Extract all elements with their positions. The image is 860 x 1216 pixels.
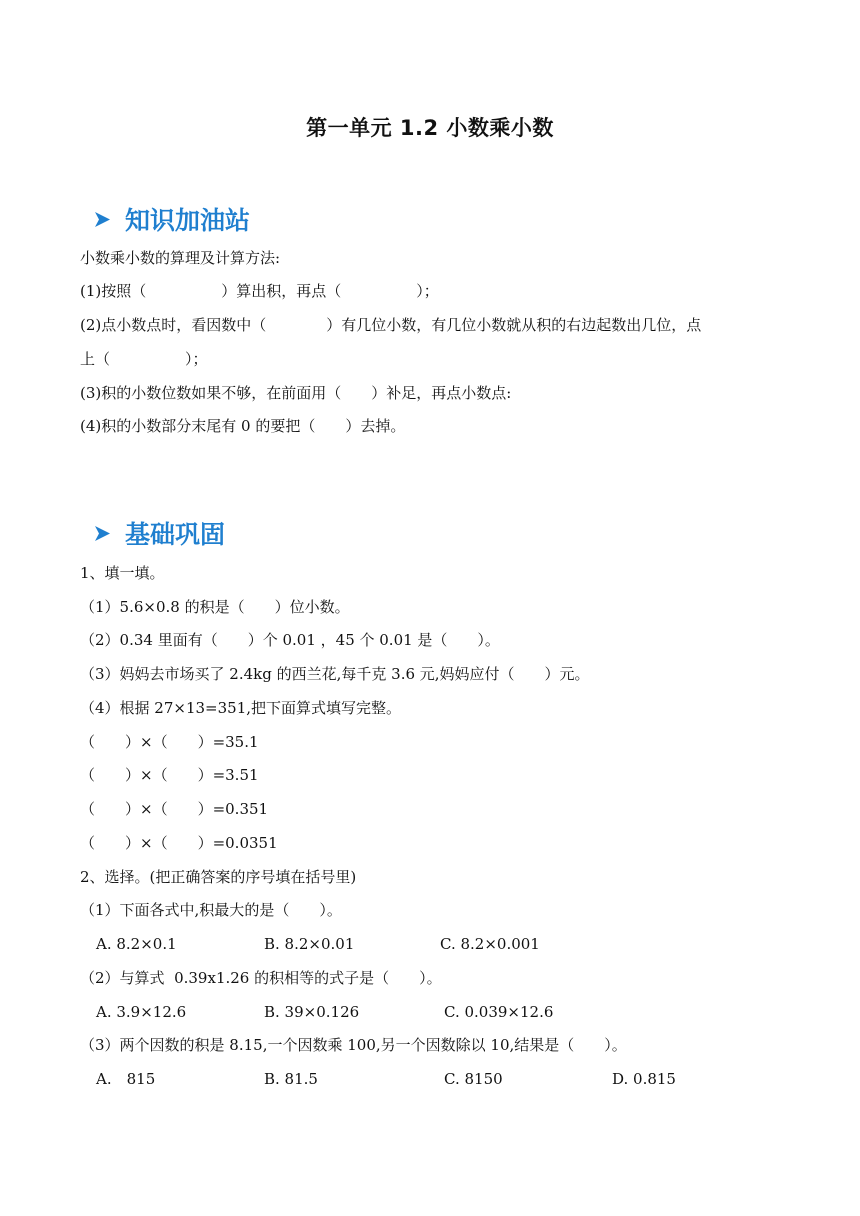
question-item: （3）妈妈去市场买了 2.4kg 的西兰花,每千克 3.6 元,妈妈应付（ ）元。	[80, 665, 590, 683]
question-item: （1）5.6×0.8 的积是（ ）位小数。	[80, 598, 350, 616]
question-item: （4）根据 27×13=351,把下面算式填写完整。	[80, 699, 402, 717]
equation-line: （ ）×（ ）=0.0351	[80, 834, 278, 852]
text-line: (1)按照（ ）算出积，再点（ ）；	[80, 282, 439, 300]
option-a: A. 3.9×12.6	[96, 1003, 187, 1021]
option-d: D. 0.815	[612, 1070, 676, 1088]
option-b: B. 8.2×0.01	[264, 935, 355, 953]
arrow-bullet-icon	[94, 525, 111, 542]
equation-line: （ ）×（ ）=3.51	[80, 766, 259, 784]
question-item: （2）0.34 里面有（ ）个 0.01 ，45 个 0.01 是（ ）。	[80, 631, 500, 649]
text-line: 上（ ）；	[80, 350, 208, 368]
arrow-bullet-icon	[94, 211, 111, 228]
option-c: C. 8150	[444, 1070, 503, 1088]
option-b: B. 81.5	[264, 1070, 318, 1088]
text-line: (3)积的小数位数如果不够，在前面用（ ）补足，再点小数点:	[80, 384, 512, 402]
text-line: (4)积的小数部分末尾有 0 的要把（ ）去掉。	[80, 417, 406, 435]
option-c: C. 0.039×12.6	[444, 1003, 554, 1021]
question-item: （1）下面各式中,积最大的是（ ）。	[80, 901, 342, 919]
question-heading: 2、选择。(把正确答案的序号填在括号里)	[80, 868, 357, 886]
option-a: A. 8.2×0.1	[96, 935, 177, 953]
question-heading: 1、填一填。	[80, 564, 165, 582]
section-heading-label: 知识加油站	[125, 206, 251, 235]
page-title: 第一单元 1.2 小数乘小数	[306, 116, 554, 140]
section-heading-basics	[94, 515, 225, 551]
section-heading-knowledge	[94, 201, 250, 237]
question-item: （2）与算式 0.39x1.26 的积相等的式子是（ ）。	[80, 969, 442, 987]
option-c: C. 8.2×0.001	[440, 935, 540, 953]
equation-line: （ ）×（ ）=35.1	[80, 733, 259, 751]
option-b: B. 39×0.126	[264, 1003, 360, 1021]
text-line: (2)点小数点时，看因数中（ ）有几位小数，有几位小数就从积的右边起数出几位，点	[80, 316, 702, 334]
text-line: 小数乘小数的算理及计算方法:	[80, 249, 281, 267]
option-a: A. 815	[96, 1070, 156, 1088]
equation-line: （ ）×（ ）=0.351	[80, 800, 269, 818]
question-item: （3）两个因数的积是 8.15,一个因数乘 100,另一个因数除以 10,结果是（ ）。	[80, 1036, 627, 1054]
section-heading-label: 基础巩固	[125, 520, 226, 549]
